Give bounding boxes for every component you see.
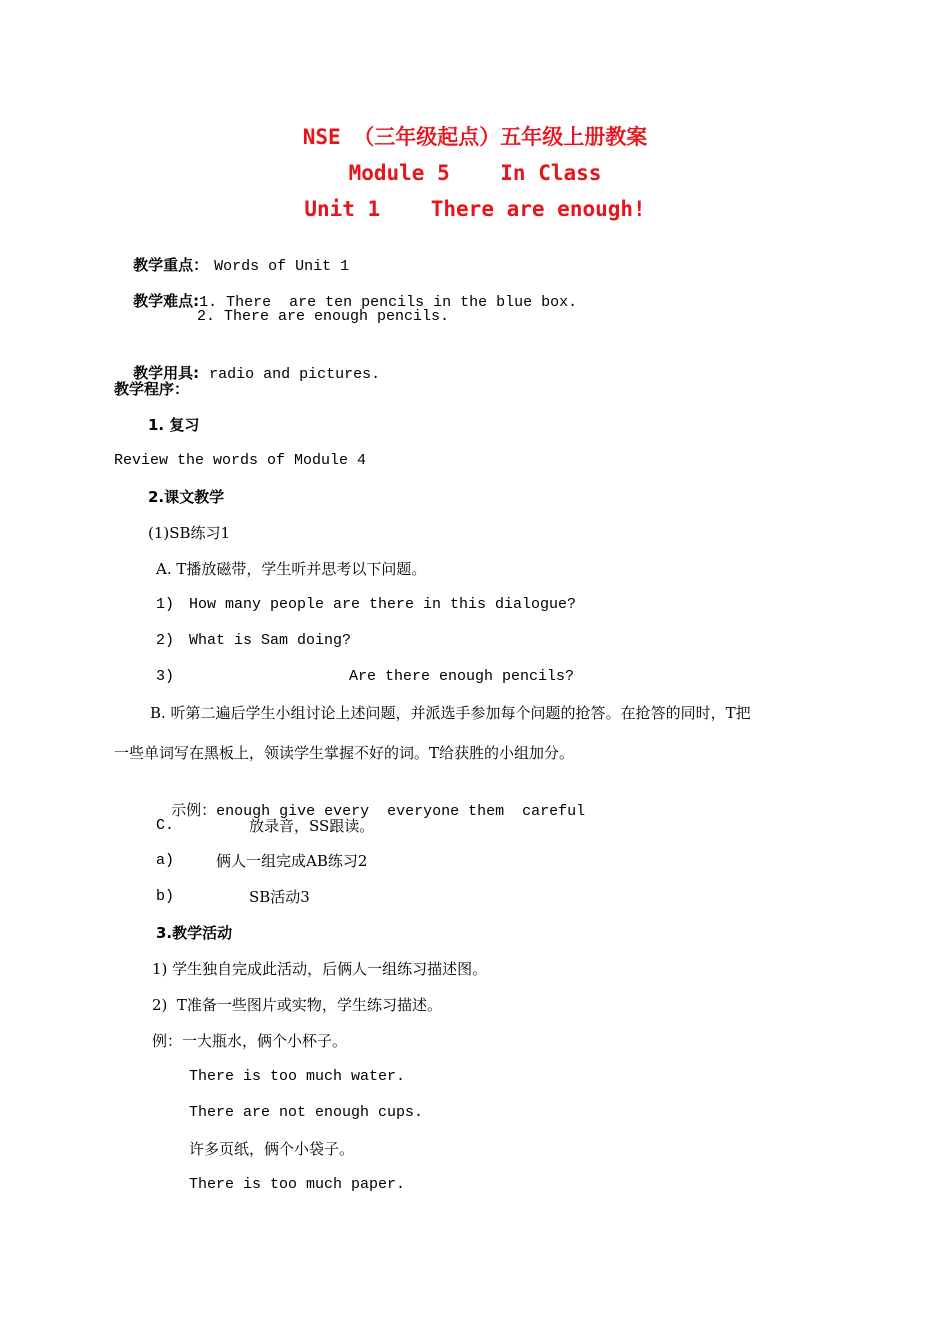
example-sentence-4: There is too much paper. (189, 1176, 406, 1193)
example-sentence-3: 许多页纸，俩个小袋子。 (189, 1140, 355, 1158)
focus-label: 教学重点： (133, 256, 209, 274)
step-c-text: 放录音，SS跟读。 (249, 817, 375, 835)
question-3-number: 3) (156, 668, 175, 685)
step1-heading: 1. 复习 (148, 416, 200, 434)
sub-b-label: b) (156, 888, 175, 905)
step-b-line-1: B. 听第二遍后学生小组讨论上述问题，并派选手参加每个问题的抢答。在抢答的同时，T把 (150, 704, 751, 722)
question-1-number: 1) (156, 596, 175, 613)
question-2: What is Sam doing? (189, 632, 352, 649)
document-title: NSE （三年级起点）五年级上册教案 (302, 125, 648, 149)
step-c-label: C. (156, 817, 175, 834)
question-3: Are there enough pencils? (349, 668, 575, 685)
sub-a-text: 俩人一组完成AB练习2 (216, 852, 368, 870)
sb-exercise-1: (1)SB练习1 (148, 524, 231, 542)
focus-value: Words of Unit 1 (214, 258, 350, 275)
step-a: A. T播放磁带，学生听并思考以下问题。 (156, 560, 427, 578)
question-1: How many people are there in this dialogue? (189, 596, 577, 613)
sub-a-label: a) (156, 852, 175, 869)
sub-b-text: SB活动3 (249, 888, 310, 906)
activity-example: 例：一大瓶水，俩个小杯子。 (152, 1032, 348, 1050)
step3-heading: 3.教学活动 (156, 924, 233, 942)
example-label: 示例： (171, 801, 217, 819)
question-2-number: 2) (156, 632, 175, 649)
step1-text: Review the words of Module 4 (114, 452, 367, 469)
activity-item-1: 1) 学生独自完成此活动，后俩人一组练习描述图。 (152, 960, 488, 978)
step2-heading: 2.课文教学 (148, 488, 225, 506)
unit-title: Unit 1 There are enough! (304, 197, 646, 221)
difficulty-item-2: 2. There are enough pencils. (197, 308, 450, 325)
activity-item-2: 2) T准备一些图片或实物，学生练习描述。 (152, 996, 442, 1014)
tools-value: radio and pictures. (209, 366, 381, 383)
procedure-label: 教学程序： (114, 380, 190, 398)
step-b-line-2: 一些单词写在黑板上，领读学生掌握不好的词。T给获胜的小组加分。 (114, 744, 575, 762)
tools-label: 教学用具: (133, 364, 200, 382)
difficulty-label: 教学难点: (133, 292, 200, 310)
example-words: enough give every everyone them careful (216, 803, 586, 820)
difficulty-item-1: 1. There are ten pencils in the blue box. (199, 294, 578, 311)
example-sentence-1: There is too much water. (189, 1068, 406, 1085)
example-sentence-2: There are not enough cups. (189, 1104, 424, 1121)
module-title: Module 5 In Class (348, 161, 602, 185)
